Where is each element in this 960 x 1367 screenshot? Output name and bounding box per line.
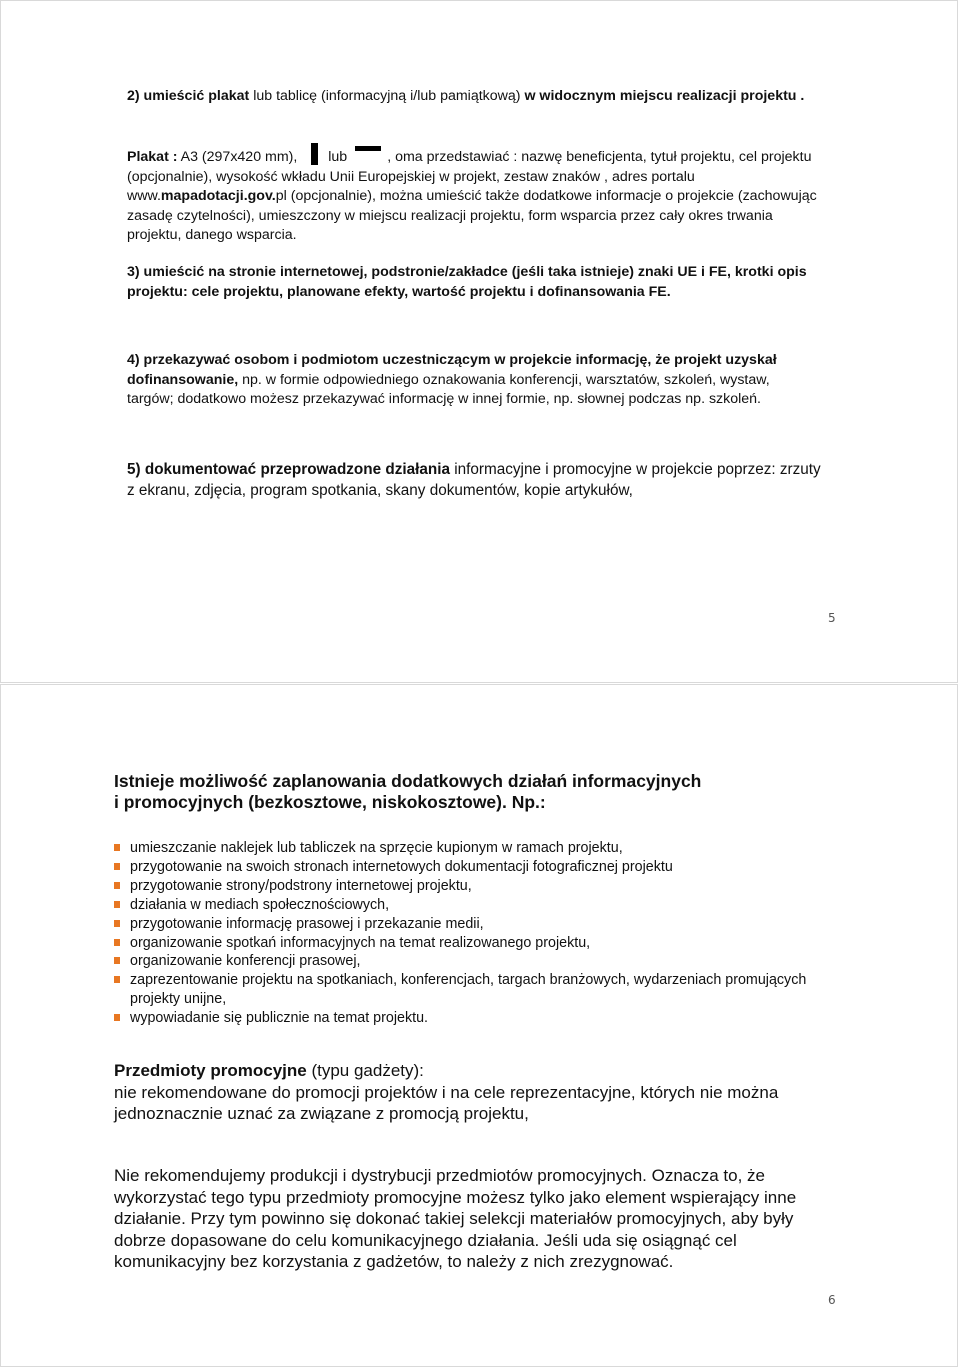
plakat-label: Plakat :: [127, 149, 178, 165]
activities-list: [114, 839, 814, 1028]
paragraph-website: 3) umieścić na stronie internetowej, podstronie/zakładce (jeśli taka istnieje) znaki UE i FE, krotki opis projektu: cele projektu, planowane efekty, wartość projektu i dofinansowania FE.: [127, 264, 807, 300]
horizontal-dash-mark: [355, 146, 381, 151]
paragraph-participants: [127, 351, 817, 410]
promo-title: Przedmioty promocyjne: [114, 1061, 307, 1080]
paragraph-plakat: [127, 87, 817, 107]
list-item: organizowanie spotkań informacyjnych na temat realizowanego projektu,: [114, 934, 814, 953]
list-item: umieszczanie naklejek lub tabliczek na sprzęcie kupionym w ramach projektu,: [114, 839, 814, 858]
plakat-text1: , oma przedstawiać : nazwę beneficjenta, tytuł projektu, cel projektu (opcjonalnie), wysokość wkładu Unii Europejskiej w projekt, zestaw znaków , adres portalu www.: [127, 149, 812, 204]
paragraph-documentation: [127, 459, 827, 501]
page-number: 5: [828, 611, 836, 625]
list-item: przygotowanie strony/podstrony internetowej projektu,: [114, 877, 814, 896]
section-heading: [114, 771, 701, 813]
page-number: 6: [828, 1293, 836, 1307]
p5-normal: informacyjne i promocyjne w projekcie poprzez: zrzuty z ekranu, zdjęcia, program spotkania, skany dokumentów, kopie artykułów,: [127, 461, 821, 499]
promo-items-section: [114, 1060, 834, 1125]
p1-lead: 2) umieścić: [127, 88, 209, 104]
list-item: działania w mediach społecznościowych,: [114, 896, 814, 915]
portal-url: mapadotacji.gov.: [160, 188, 276, 204]
list-item: przygotowanie informację prasowej i przekazanie medii,: [114, 915, 814, 934]
heading-line-2: i promocyjnych (bezkosztowe, niskokosztowe). Np.:: [114, 792, 546, 812]
slide-page-6: [0, 684, 958, 1367]
promo-title-line: [114, 1060, 834, 1082]
list-item: przygotowanie na swoich stronach internetowych dokumentacji fotograficznej projektu: [114, 858, 814, 877]
p4-normal: np. w formie odpowiedniego oznakowania konferencji, warsztatów, szkoleń, wystaw, targów; dodatkowo możesz przekazywać informację w innej formie, np. słownej podczas np. szkoleń.: [127, 371, 770, 407]
p1-tail: w widocznym miejscu realizacji projektu .: [520, 88, 805, 104]
p4-bold: 4) przekazywać osobom i podmiotom uczestniczącym w projekcie informację, że projekt uzyskał dofinansowanie,: [127, 352, 777, 388]
plakat-text2: pl (opcjonalnie), można umieścić także dodatkowe informacje o projekcie (zachowując zasadę czytelności), umieszczony w miejscu realizacji projektu, form wsparcia przez cały okres trwania projektu, danego wsparcia.: [127, 188, 817, 243]
paragraph-plakat-details: [127, 143, 817, 246]
list-item: wypowiadanie się publicznie na temat projektu.: [114, 1009, 814, 1028]
plakat-lub: lub: [324, 149, 348, 165]
p1-plakat: plakat: [208, 88, 250, 104]
list-item: organizowanie konferencji prasowej,: [114, 952, 814, 971]
promo-text: nie rekomendowane do promocji projektów i na cele reprezentacyjne, których nie można jednoznacznie uznać za związane z promocją projektu,: [114, 1082, 779, 1123]
final-paragraph: Nie rekomendujemy produkcji i dystrybucji przedmiotów promocyjnych. Oznacza to, że wykorzystać tego typu przedmioty promocyjne możesz tylko jako element wspierający inne działanie. Przy tym powinno się dokonać takiej selekcji materiałów promocyjnych, aby były dobrze dopasowane do celu komunikacyjnego działania. Jeśli uda się osiągnąć cel komunikacyjny bez korzystania z gadżetów, to należy z nich zrezygnować.: [114, 1166, 797, 1271]
vertical-bar-mark: [311, 143, 318, 165]
heading-line-1: Istnieje możliwość zaplanowania dodatkowych działań informacyjnych: [114, 771, 702, 791]
p5-bold: 5) dokumentować przeprowadzone działania: [127, 461, 450, 478]
slide-page-5: [0, 0, 958, 683]
plakat-size: A3 (297x420 mm),: [177, 149, 298, 165]
p1-mid: lub tablicę (informacyjną i/lub pamiątkową): [249, 88, 521, 104]
list-item: zaprezentowanie projektu na spotkaniach, konferencjach, targach branżowych, wydarzeniach promujących projekty unijne,: [114, 971, 814, 1009]
promo-title-suffix: (typu gadżety):: [306, 1061, 424, 1080]
